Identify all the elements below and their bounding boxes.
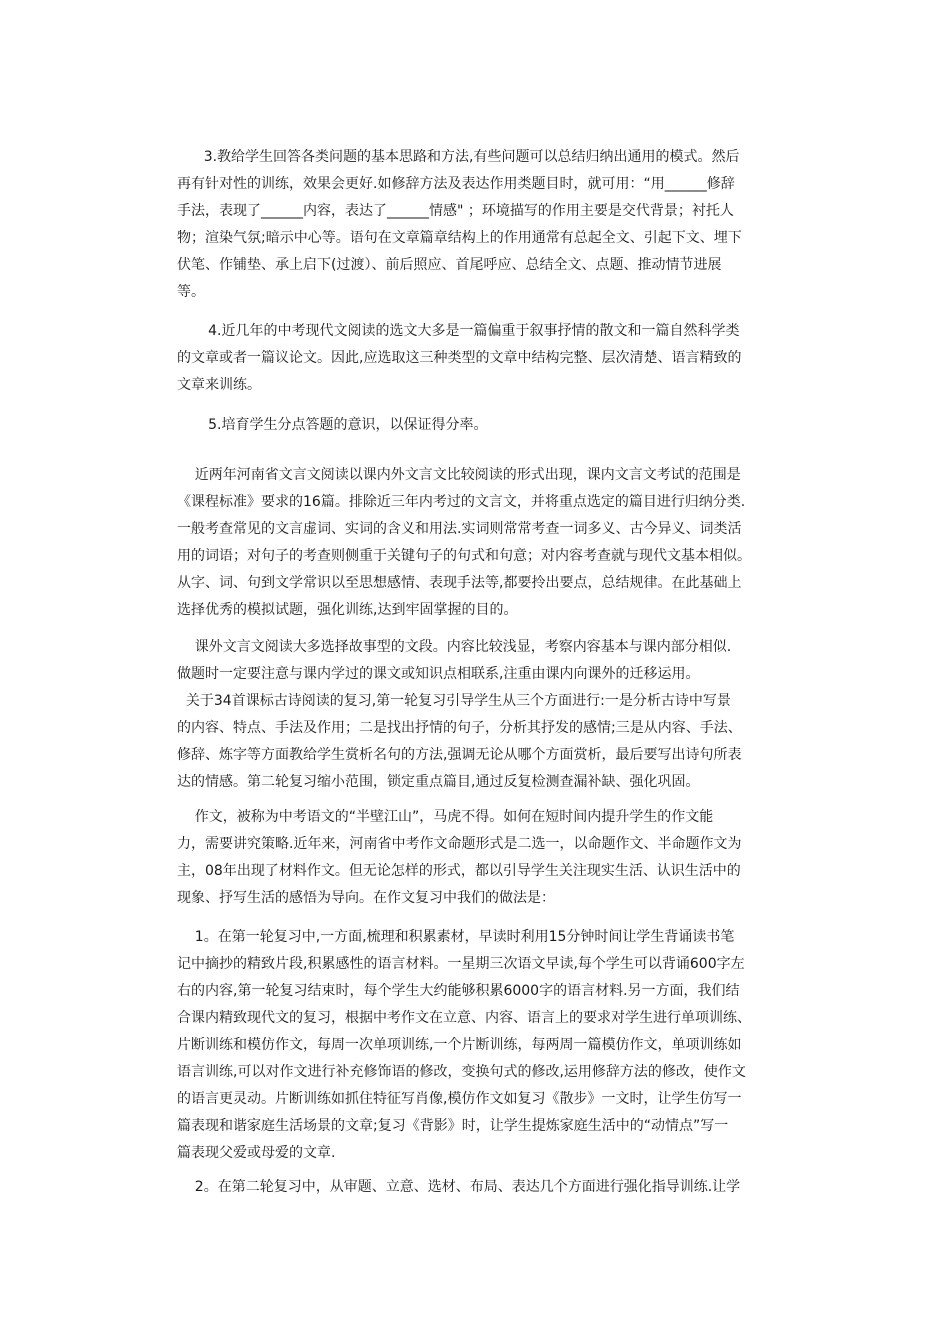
- text-line: 的语言更灵动。片断训练如抓住特征写肖像,模仿作文如复习《散步》一文时，让学生仿写一: [177, 1091, 742, 1107]
- paragraph-composition: [177, 804, 773, 912]
- text-line: 右的内容,第一轮复习结束时，每个学生大约能够积累6000字的语言材料.另一方面，我们结: [177, 983, 740, 999]
- text-line: 选择优秀的模拟试题，强化训练,达到牢固掌握的目的。: [177, 602, 518, 618]
- paragraph-4: [177, 318, 773, 399]
- text-line: 修辞、炼字等方面教给学生赏析名句的方法,强调无论从哪个方面赏析，最后要写出诗句所表: [177, 747, 742, 763]
- text-line: 篇表现和谐家庭生活场景的文章;复习《背影》时，让学生提炼家庭生活中的“动情点”写一: [177, 1118, 729, 1134]
- text-line: 关于34首课标古诗阅读的复习,第一轮复习引导学生从三个方面进行:一是分析古诗中写景: [177, 693, 731, 709]
- text-line: 手法，表现了______内容，表达了______情感" ；环境描写的作用主要是交代背景；衬托人: [177, 203, 734, 219]
- text-line: 作文，被称为中考语文的“半壁江山”，马虎不得。如何在短时间内提升学生的作文能: [177, 809, 714, 825]
- text-line: 篇表现父爱或母爱的文章.: [177, 1145, 336, 1161]
- text-line: 语言训练,可以对作文进行补充修饰语的修改，变换句式的修改,运用修辞方法的修改，使作文: [177, 1064, 746, 1080]
- text-line: 的文章或者一篇议论文。因此,应选取这三种类型的文章中结构完整、层次清楚、语言精致的: [177, 350, 742, 366]
- text-line: 课外文言文阅读大多选择故事型的文段。内容比较浅显，考察内容基本与课内部分相似.: [177, 639, 732, 655]
- text-line: 主，08年出现了材料作文。但无论怎样的形式，都以引导学生关注现实生活、认识生活中的: [177, 863, 741, 879]
- text-line: 5.培育学生分点答题的意识，以保证得分率。: [177, 417, 488, 433]
- paragraph-step-1: [177, 924, 773, 1167]
- text-line: 的内容、特点、手法及作用；二是找出抒情的句子，分析其抒发的感情;三是从内容、手法、: [177, 720, 742, 736]
- paragraph-5: [177, 412, 773, 439]
- text-line: 《课程标准》要求的16篇。排除近三年内考过的文言文，并将重点选定的篇目进行归纳分类.: [177, 494, 746, 510]
- text-line: 伏笔、作铺垫、承上启下(过渡）、前后照应、首尾呼应、总结全文、点题、推动情节进展: [177, 257, 722, 273]
- text-line: 近两年河南省文言文阅读以课内外文言文比较阅读的形式出现，课内文言文考试的范围是: [177, 467, 741, 483]
- text-line: 力，需要讲究策略.近年来，河南省中考作文命题形式是二选一，以命题作文、半命题作文为: [177, 836, 742, 852]
- text-line: 2。在第二轮复习中，从审题、立意、选材、布局、表达几个方面进行强化指导训练.让学: [177, 1179, 741, 1195]
- text-line: 片断训练和模仿作文，每周一次单项训练,一个片断训练，每两周一篇模仿作文，单项训练如: [177, 1037, 742, 1053]
- text-line: 用的词语；对句子的考查则侧重于关键句子的句式和句意；对内容考查就与现代文基本相似。: [177, 548, 751, 564]
- text-line: 物；渲染气氛;暗示中心等。语句在文章篇章结构上的作用通常有总起全文、引起下文、埋下: [177, 230, 742, 246]
- text-line: 达的情感。第二轮复习缩小范围，锁定重点篇目,通过反复检测查漏补缺、强化巩固。: [177, 774, 700, 790]
- text-line: 合课内精致现代文的复习，根据中考作文在立意、内容、语言上的要求对学生进行单项训练、: [177, 1010, 751, 1026]
- text-line: 记中摘抄的精致片段,积累感性的语言材料。一星期三次语文早读,每个学生可以背诵600字左: [177, 956, 745, 972]
- paragraph-step-2: [177, 1174, 773, 1201]
- text-line: 4.近几年的中考现代文阅读的选文大多是一篇偏重于叙事抒情的散文和一篇自然科学类: [177, 323, 740, 339]
- paragraph-3: [177, 144, 773, 306]
- text-line: 现象、抒写生活的感悟为导向。在作文复习中我们的做法是：: [177, 890, 555, 906]
- text-line: 文章来训练。: [177, 377, 261, 393]
- text-line: 1。在第一轮复习中,一方面,梳理和积累素材，早读时利用15分钟时间让学生背诵读书笔: [177, 929, 735, 945]
- text-line: 做题时一定要注意与课内学过的课文或知识点相联系,注重由课内向课外的迁移运用。: [177, 666, 700, 682]
- text-line: 等。: [177, 284, 205, 300]
- text-line: 再有针对性的训练，效果会更好.如修辞方法及表达作用类题目时，就可用：“用______修辞: [177, 176, 735, 192]
- text-line: 3.教给学生回答各类问题的基本思路和方法,有些问题可以总结归纳出通用的模式。然后: [177, 149, 740, 165]
- text-line: 一般考查常见的文言虚词、实词的含义和用法.实词则常常考查一词多义、古今异义、词类活: [177, 521, 742, 537]
- paragraph-extracurricular: [177, 634, 773, 796]
- text-line: 从字、词、句到文学常识以至思想感情、表现手法等,都要拎出要点，总结规律。在此基础上: [177, 575, 742, 591]
- paragraph-classical-chinese: [177, 462, 773, 624]
